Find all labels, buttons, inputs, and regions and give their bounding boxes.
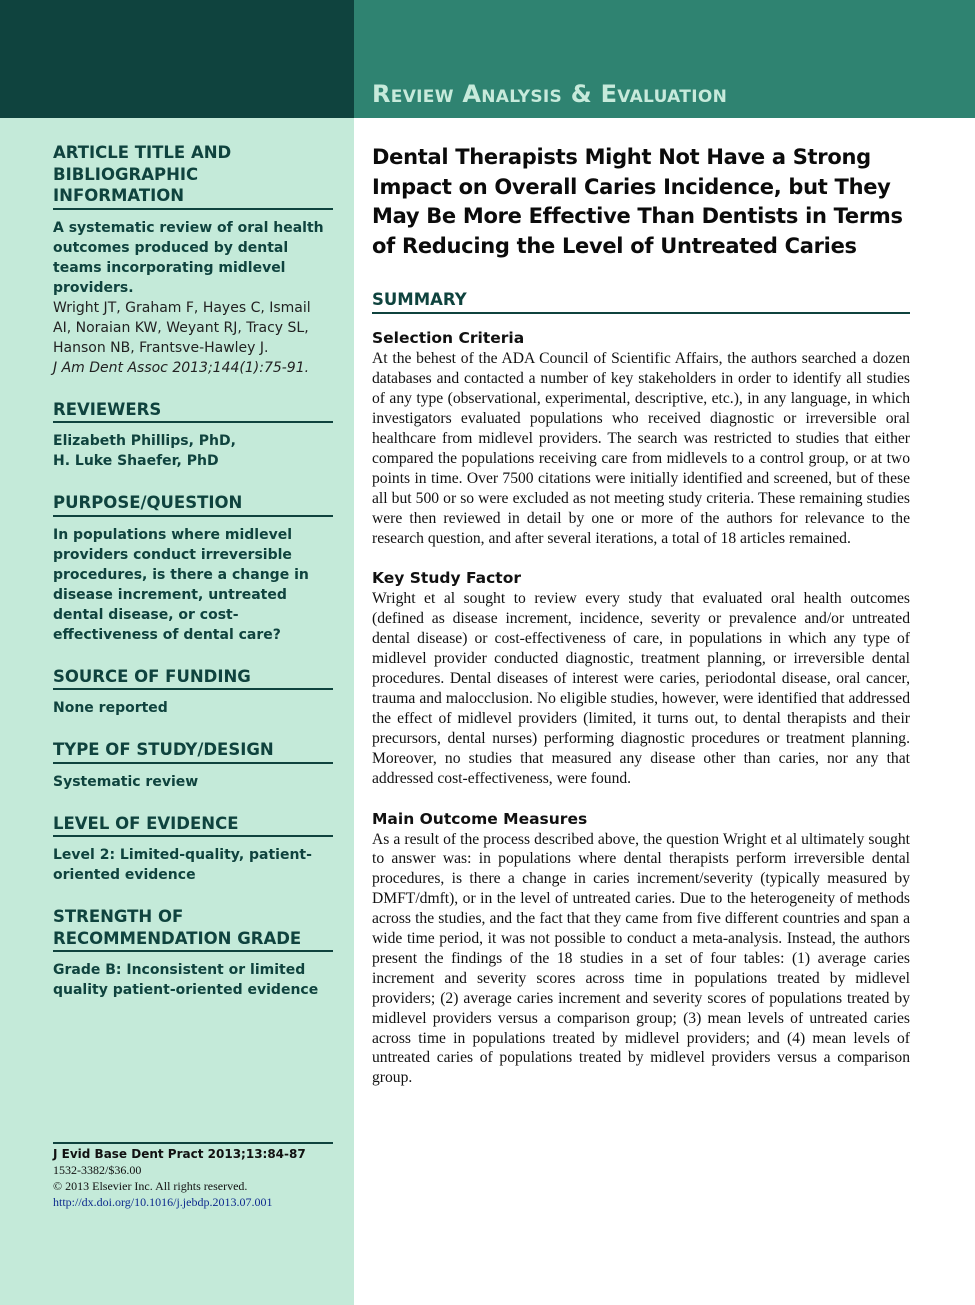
purpose-text: In populations where midlevel providers conduct irreversible procedures, is there a change in disease increment, untreated dental disease, or cost-effectiveness of dental care?: [53, 526, 309, 643]
design-text: Systematic review: [53, 773, 199, 790]
study-authors: Wright JT, Graham F, Hayes C, Ismail AI, Noraian KW, Weyant RJ, Tracy SL, Hanson NB, Frantsve-Hawley J.: [53, 299, 311, 356]
section-text-selection: At the behest of the ADA Council of Scientific Affairs, the authors searched a dozen databases and contacted a number of key stakeholders in order to identify all studies of any type (observational, experimental, descriptive, etc.), in any language, in which investigators evaluated populations who received diagnostic or irreversible oral healthcare from midlevel providers. The search was restricted to studies that either compared the populations receiving care from midlevels to a control group, or at two points in time. Over 7500 citations were initially identified and screened, but of these all but 500 or so were excluded as not meeting study criteria. These remaining studies were then reviewed in detail by one or more of the authors for relevance to the research question, and after several iterations, a total of 18 articles remained.: [372, 350, 910, 547]
sidebar-funding-section: [53, 666, 333, 719]
sidebar-content: [53, 142, 333, 1021]
sidebar-heading-funding: SOURCE OF FUNDING: [53, 666, 333, 691]
study-journal: J Am Dent Assoc 2013;144(1):75-91.: [53, 359, 310, 376]
sidebar-purpose-section: [53, 492, 333, 645]
sidebar-heading-article: ARTICLE TITLE AND BIBLIOGRAPHIC INFORMATION: [53, 142, 333, 210]
summary-heading: SUMMARY: [372, 290, 910, 314]
header-dark-band: [0, 0, 354, 118]
reviewer-name: Elizabeth Phillips, PhD,: [53, 433, 236, 449]
funding-text: None reported: [53, 700, 168, 716]
sidebar-heading-design: TYPE OF STUDY/DESIGN: [53, 739, 333, 764]
article-title: Dental Therapists Might Not Have a Strong Impact on Overall Caries Incidence, but They May Be More Effective Than Dentists in Terms of Reducing the Level of Untreated Caries: [372, 145, 903, 258]
sidebar: [0, 118, 354, 1305]
doi-link[interactable]: http://dx.doi.org/10.1016/j.jebdp.2013.07.001: [53, 1195, 273, 1209]
sidebar-reviewers-section: [53, 399, 333, 472]
citation-issn: 1532-3382/$36.00: [53, 1163, 142, 1177]
section-heading-selection: Selection Criteria: [372, 329, 525, 348]
main-content: [372, 143, 910, 1088]
sidebar-heading-reviewers: REVIEWERS: [53, 399, 333, 424]
reviewer-name: H. Luke Shaefer, PhD: [53, 453, 219, 469]
section-text-key-factor: Wright et al sought to review every study that evaluated oral health outcomes (defined as disease increment, incidence, severity or prevalence and/or untreated dental disease) or cost-effectiveness of care, in populations in which any type of midlevel provider conducted diagnostic, treatment planning, or irreversible dental procedures. Dental diseases of interest were caries, periodontal disease, oral cancer, trauma and malocclusion. No eligible studies, however, were identified that addressed the effect of midlevel providers (limited, it turns out, to dental therapists and their precursors, dental nurses) performing diagnostic procedures or treatment planning. Moreover, no studies that measured any disease other than caries, nor any that addressed cost-effectiveness, were found.: [372, 590, 910, 787]
sidebar-heading-strength: STRENGTH OF RECOMMENDATION GRADE: [53, 906, 333, 952]
evidence-text: Level 2: Limited-quality, patient-oriented evidence: [53, 847, 312, 883]
section-label: Review Analysis & Evaluation: [372, 80, 728, 108]
strength-text: Grade B: Inconsistent or limited quality patient-oriented evidence: [53, 962, 319, 998]
citation-copyright: © 2013 Elsevier Inc. All rights reserved.: [53, 1179, 248, 1193]
sidebar-design-section: [53, 739, 333, 792]
sidebar-article-section: [53, 142, 333, 378]
citation-divider: [53, 1142, 333, 1144]
journal-citation: [53, 1142, 333, 1210]
sidebar-strength-section: [53, 906, 333, 1000]
sidebar-heading-purpose: PURPOSE/QUESTION: [53, 492, 333, 517]
citation-journal: J Evid Base Dent Pract 2013;13:84-87: [53, 1147, 306, 1161]
sidebar-heading-evidence: LEVEL OF EVIDENCE: [53, 813, 333, 838]
study-title: A systematic review of oral health outcomes produced by dental teams incorporating midlevel providers.: [53, 219, 324, 296]
section-text-outcomes: As a result of the process described above, the question Wright et al ultimately sought to answer was: in populations where dental therapists perform irreversible dental procedures, is there a change in caries increment/severity (typically measured by DMFT/dmft), or in the level of untreated caries. Due to the heterogeneity of methods across the studies, and the fact that they came from five different countries and span a wide time period, it was not possible to conduct a meta-analysis. Instead, the authors present the findings of the 18 studies in a set of four tables: (1) average caries increment and severity scores across time in populations treated by midlevel providers; (2) average caries increment and severity scores of populations treated by midlevel providers versus a comparison group; (3) mean levels of untreated caries across time in populations treated by midlevel providers; and (4) mean levels of untreated caries of populations treated by midlevel providers versus a comparison group.: [372, 830, 910, 1087]
section-heading-outcomes: Main Outcome Measures: [372, 809, 588, 828]
section-heading-key-factor: Key Study Factor: [372, 569, 521, 588]
sidebar-evidence-section: [53, 813, 333, 886]
